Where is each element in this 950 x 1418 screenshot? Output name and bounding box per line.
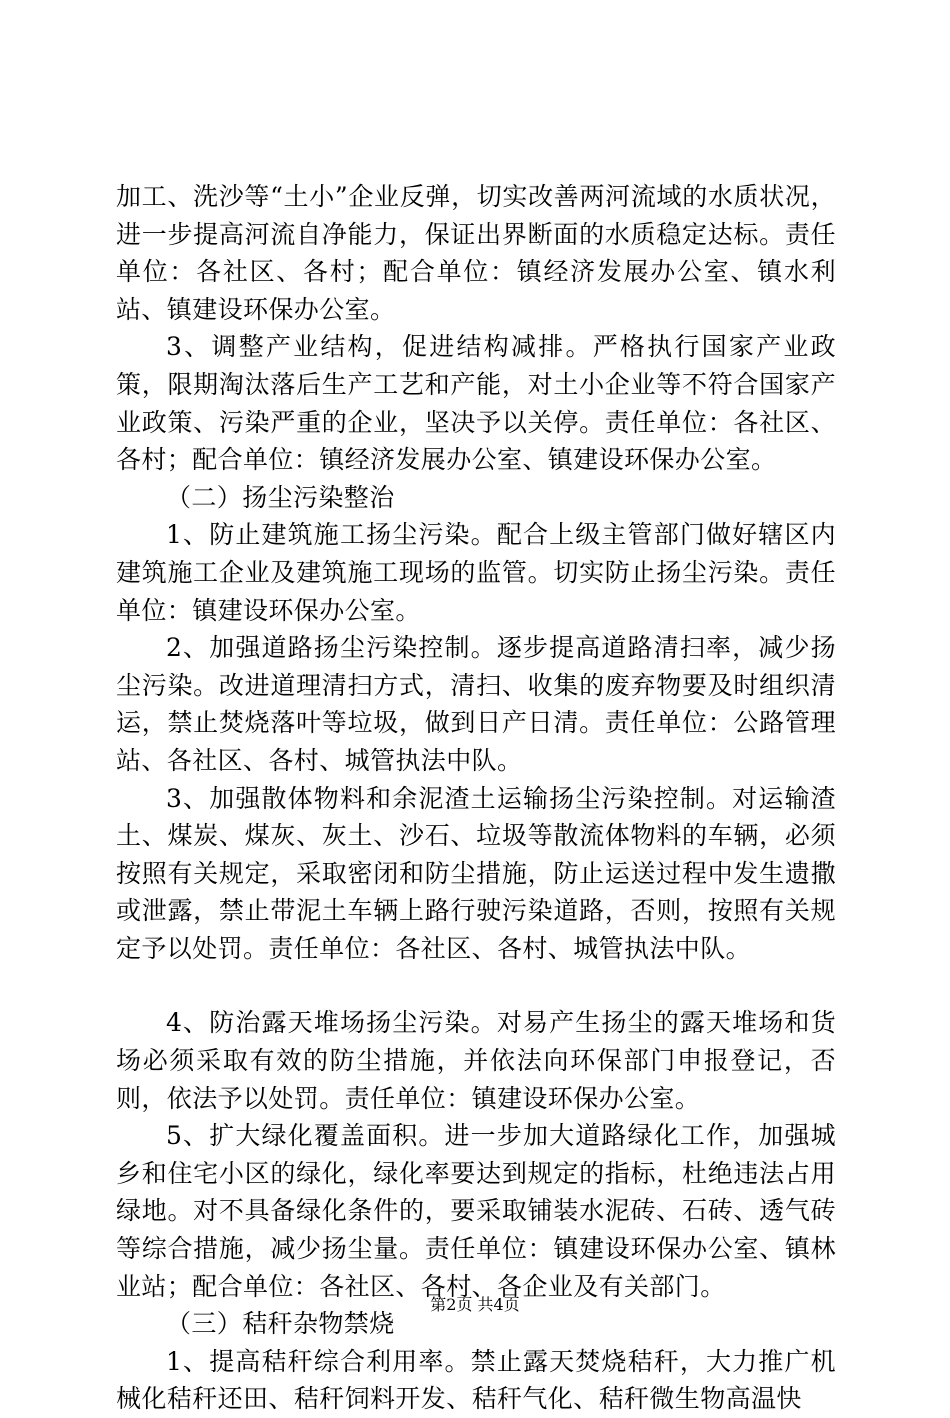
paragraph-item-3b: 3、加强散体物料和余泥渣土运输扬尘污染控制。对运输渣土、煤炭、煤灰、灰土、沙石、垃圾等散流体物料的车辆，必须按照有关规定，采取密闭和防尘措施，防止运送过程中发生遗撒或泄露，禁止带泥土车辆上路行驶污染道路，否则，按照有关规定予以处罚。责任单位：各社区、各村、城管执法中队。 xyxy=(116,783,836,963)
paragraph-item-1b: 1、提高秸秆综合利用率。禁止露天焚烧秸秆，大力推广机械化秸秆还田、秸秆饲料开发、秸秆气化、秸秆微生物高温快 xyxy=(116,1346,836,1414)
page-footer: 第2页 共4页 xyxy=(430,1295,520,1314)
paragraph-item-3: 3、调整产业结构，促进结构减排。严格执行国家产业政策，限期淘汰落后生产工艺和产能，对土小企业等不符合国家产业政策、污染严重的企业，坚决予以关停。责任单位：各社区、各村；配合单位：镇经济发展办公室、镇建设环保办公室。 xyxy=(116,332,836,475)
paragraph-item-5: 5、扩大绿化覆盖面积。进一步加大道路绿化工作，加强城乡和住宅小区的绿化，绿化率要达到规定的指标，杜绝违法占用绿地。对不具备绿化条件的，要采取铺装水泥砖、石砖、透气砖等综合措施，减少扬尘量。责任单位：镇建设环保办公室、镇林业站；配合单位：各社区、各村、各企业及有关部门。 xyxy=(116,1121,836,1301)
paragraph-item-1: 1、防止建筑施工扬尘污染。配合上级主管部门做好辖区内建筑施工企业及建筑施工现场的监管。切实防止扬尘污染。责任单位：镇建设环保办公室。 xyxy=(116,520,836,625)
section-heading-3: （三）秸秆杂物禁烧 xyxy=(166,1309,395,1339)
blank-line xyxy=(116,967,836,1004)
paragraph-item-2: 2、加强道路扬尘污染控制。逐步提高道路清扫率，减少扬尘污染。改进道理清扫方式，清扫、收集的废弃物要及时组织清运，禁止焚烧落叶等垃圾，做到日产日清。责任单位：公路管理站、各社区、各村、城管执法中队。 xyxy=(116,633,836,775)
section-heading-2: （二）扬尘污染整治 xyxy=(166,482,395,512)
paragraph-item-4: 4、防治露天堆场扬尘污染。对易产生扬尘的露天堆场和货场必须采取有效的防尘措施，并依法向环保部门申报登记，否则，依法予以处罚。责任单位：镇建设环保办公室。 xyxy=(116,1008,836,1113)
document-body xyxy=(116,178,836,1418)
paragraph-continuation: 加工、洗沙等“土小”企业反弹，切实改善两河流域的水质状况，进一步提高河流自净能力，保证出界断面的水质稳定达标。责任单位：各社区、各村；配合单位：镇经济发展办公室、镇水利站、镇建设环保办公室。 xyxy=(116,182,836,324)
